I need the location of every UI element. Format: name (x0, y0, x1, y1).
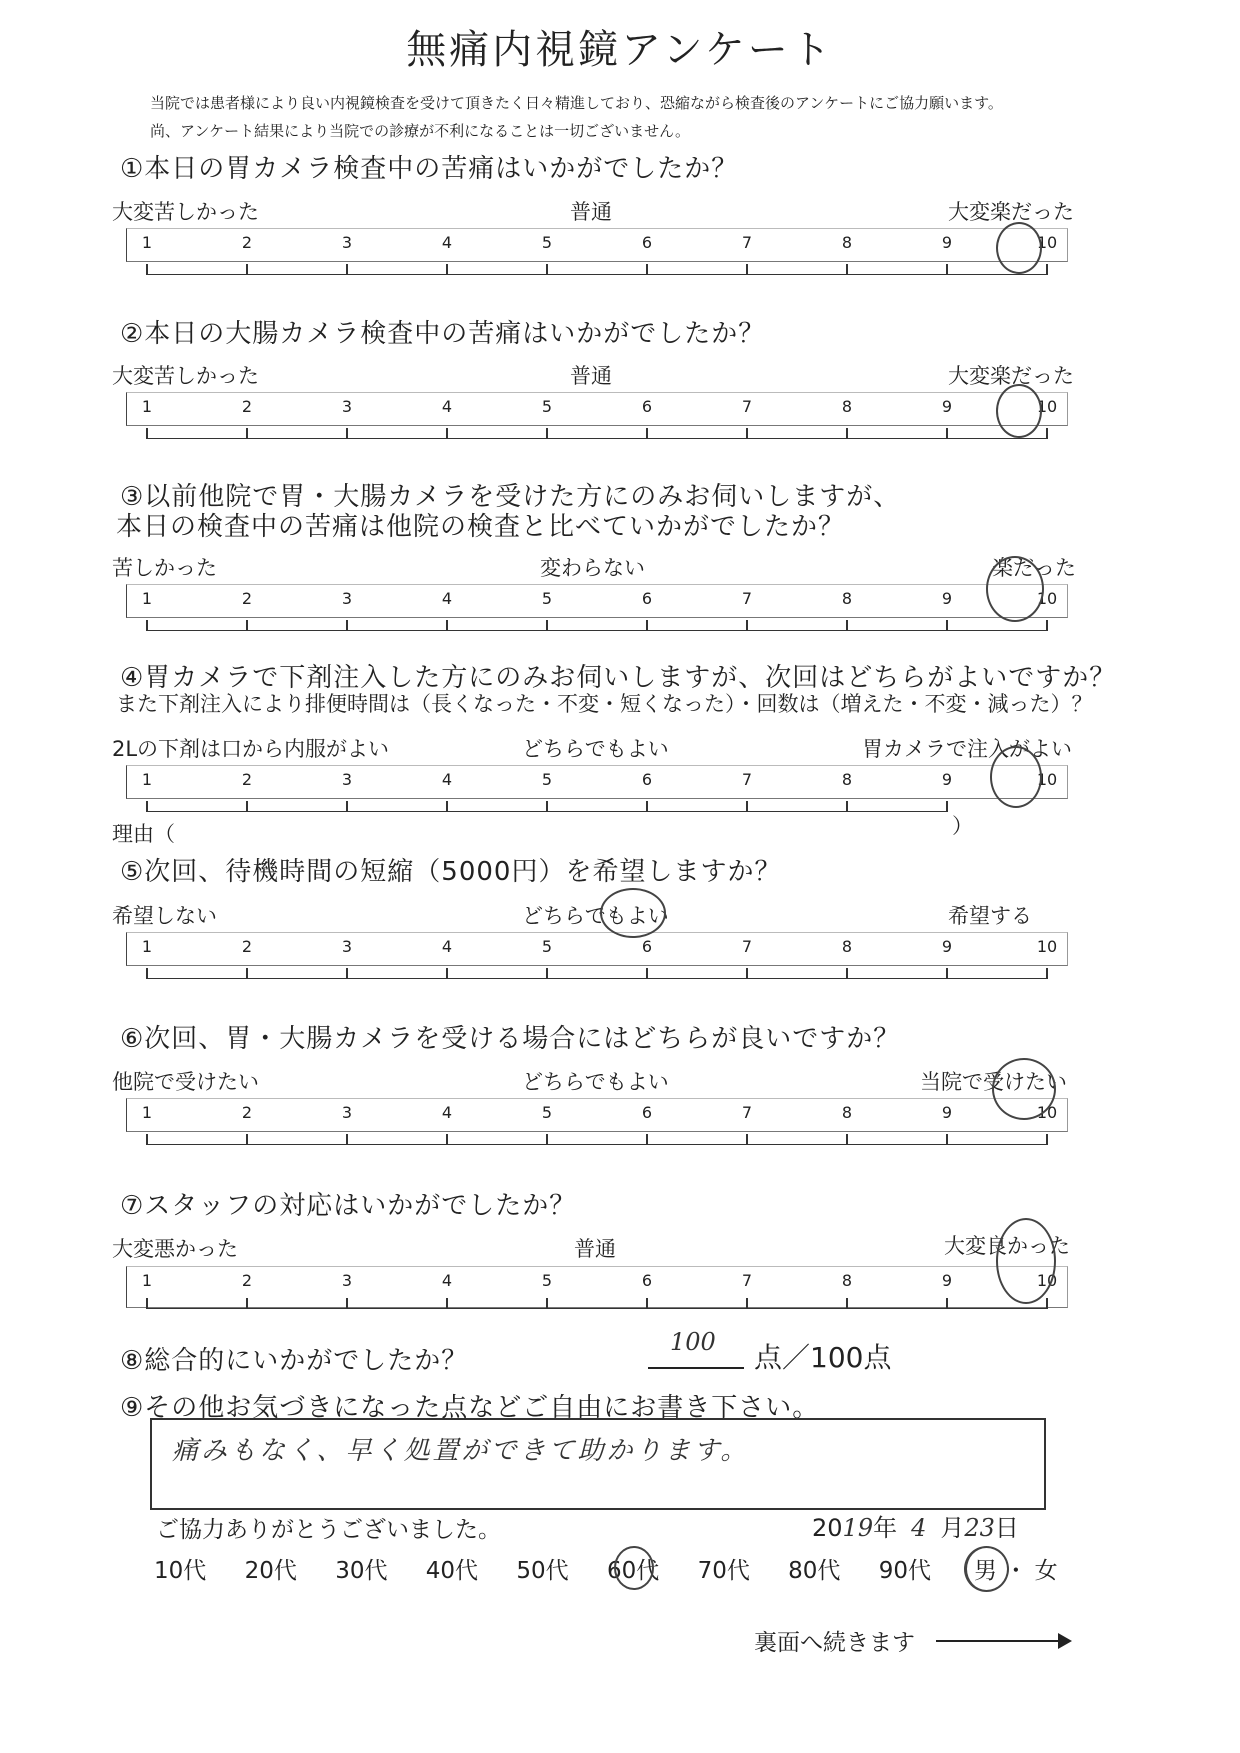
scale-number[interactable]: 5 (541, 1271, 553, 1290)
scale-number[interactable]: 5 (541, 770, 553, 789)
axis-tick (546, 1298, 548, 1309)
scale-number[interactable]: 5 (541, 397, 553, 416)
scale-number[interactable]: 9 (941, 589, 953, 608)
scale-number[interactable]: 7 (741, 1103, 753, 1122)
scale-number[interactable]: 10 (1036, 1271, 1058, 1290)
axis-tick (946, 968, 948, 979)
scale-number[interactable]: 8 (841, 1103, 853, 1122)
axis-tick (1046, 1134, 1048, 1145)
age-option[interactable]: 30代 (335, 1558, 388, 1584)
scale-number[interactable]: 8 (841, 233, 853, 252)
continue-note: 裏面へ続きます (754, 1630, 915, 1656)
q3-axis (146, 618, 1046, 631)
age-option[interactable]: 90代 (878, 1558, 932, 1584)
axis-tick (646, 1298, 648, 1309)
axis-tick (446, 1298, 448, 1309)
q6-answer-circle (992, 1058, 1056, 1120)
scale-number[interactable]: 8 (841, 937, 853, 956)
scale-number[interactable]: 3 (341, 1103, 353, 1122)
scale-number[interactable]: 3 (341, 770, 353, 789)
axis-tick (746, 968, 748, 979)
axis-tick (146, 620, 148, 631)
scale-number[interactable]: 3 (341, 233, 353, 252)
date-field[interactable] (812, 1508, 1019, 1543)
axis-tick (746, 1298, 748, 1309)
axis-tick (246, 1134, 248, 1145)
scale-number[interactable]: 10 (1036, 589, 1058, 608)
q3-mid-label: 変わらない (540, 556, 645, 580)
question-3-line-2: 本日の検査中の苦痛は他院の検査と比べていかがでしたか？ (116, 512, 846, 542)
axis-tick (346, 428, 348, 439)
scale-number[interactable]: 5 (541, 1103, 553, 1122)
scale-number[interactable]: 10 (1036, 937, 1058, 956)
gender-female[interactable]: 女 (1034, 1558, 1058, 1584)
axis-tick (746, 1134, 748, 1145)
q7-left-label: 大変悪かった (112, 1237, 238, 1261)
axis-tick (1046, 620, 1048, 631)
scale-number[interactable]: 6 (641, 1103, 653, 1122)
age-option[interactable]: 50代 (516, 1558, 569, 1584)
axis-tick (846, 620, 848, 631)
scale-number[interactable]: 6 (641, 1271, 653, 1290)
scale-number[interactable]: 6 (641, 770, 653, 789)
q2-answer-circle (996, 384, 1042, 438)
axis-tick (346, 968, 348, 979)
axis-tick (1046, 1298, 1048, 1309)
q6-right-label: 当院で受けたい (920, 1070, 1067, 1094)
scale-number[interactable]: 6 (641, 937, 653, 956)
scale-number[interactable]: 1 (141, 1271, 153, 1290)
question-6: ⑥次回、胃・大腸カメラを受ける場合にはどちらが良いですか？ (120, 1024, 901, 1054)
q4-scale[interactable] (126, 765, 1068, 799)
q2-right-label: 大変楽だった (948, 364, 1074, 388)
intro-line-2: 尚、アンケート結果により当院での診療が不利になることは一切ございません。 (150, 122, 691, 140)
axis-tick (946, 1298, 948, 1309)
axis-tick (846, 428, 848, 439)
age-option[interactable]: 20代 (244, 1558, 297, 1584)
scale-number[interactable]: 9 (941, 1271, 953, 1290)
q7-axis (146, 1296, 1046, 1309)
q4-left-label: 2Lの下剤は口から内服がよい (112, 737, 390, 761)
question-9: ⑨その他お気づきになった点などご自由にお書き下さい。 (120, 1393, 820, 1423)
q2-left-label: 大変苦しかった (112, 364, 259, 388)
scale-number[interactable]: 5 (541, 589, 553, 608)
scale-number[interactable]: 8 (841, 397, 853, 416)
scale-number[interactable]: 3 (341, 589, 353, 608)
date-year: 19 (842, 1514, 874, 1542)
axis-tick (146, 428, 148, 439)
scale-number[interactable]: 2 (241, 937, 253, 956)
q7-right-label: 大変良かった (944, 1234, 1070, 1258)
scale-number[interactable]: 10 (1036, 233, 1058, 252)
axis-tick (146, 968, 148, 979)
scale-number[interactable]: 9 (941, 770, 953, 789)
question-4-line-2: また下剤注入により排便時間は（長くなった・不変・短くなった）・回数は（増えた・不変・減った）？ (116, 692, 1093, 716)
scale-number[interactable]: 7 (741, 233, 753, 252)
q1-left-label: 大変苦しかった (112, 200, 259, 224)
question-5: ⑤次回、待機時間の短縮（5000円）を希望しますか？ (120, 857, 782, 887)
date-year-unit: 年 (873, 1514, 898, 1542)
axis-tick (746, 264, 748, 275)
q3-left-label: 苦しかった (112, 556, 217, 580)
question-8: ⑧総合的にいかがでしたか？ (120, 1346, 469, 1376)
scale-number[interactable]: 10 (1036, 1103, 1058, 1122)
scale-number[interactable]: 2 (241, 1103, 253, 1122)
scale-number[interactable]: 9 (941, 937, 953, 956)
scale-number[interactable]: 8 (841, 589, 853, 608)
scale-number[interactable]: 7 (741, 589, 753, 608)
axis-tick (646, 428, 648, 439)
q4-right-label: 胃カメラで注入がよい (862, 737, 1072, 761)
q5-answer-circle (600, 888, 666, 938)
question-4: ④胃カメラで下剤注入した方にのみお伺いしますが、次回はどちらがよいですか？ (120, 663, 1117, 693)
axis-tick (346, 1134, 348, 1145)
scale-number[interactable]: 1 (141, 233, 153, 252)
age-option-selected[interactable]: 60代 (606, 1558, 660, 1584)
scale-number[interactable]: 1 (141, 770, 153, 789)
scale-number[interactable]: 1 (141, 1103, 153, 1122)
q5-left-label: 希望しない (112, 904, 217, 928)
scale-number[interactable]: 2 (241, 233, 253, 252)
axis-tick (646, 801, 648, 812)
arrow-right-icon (1058, 1633, 1072, 1649)
axis-tick (546, 264, 548, 275)
scale-number[interactable]: 10 (1036, 770, 1058, 789)
page-title: 無痛内視鏡アンケート (406, 27, 834, 73)
scale-number[interactable]: 2 (241, 1271, 253, 1290)
scale-number[interactable]: 10 (1036, 397, 1058, 416)
scale-number[interactable]: 6 (641, 589, 653, 608)
q6-scale[interactable] (126, 1098, 1068, 1132)
scale-number[interactable]: 2 (241, 397, 253, 416)
scale-number[interactable]: 3 (341, 397, 353, 416)
scale-number[interactable]: 4 (441, 233, 453, 252)
axis-tick (146, 1134, 148, 1145)
axis-tick (1046, 264, 1048, 275)
axis-tick (946, 801, 948, 812)
axis-tick (246, 620, 248, 631)
scale-number[interactable]: 4 (441, 1271, 453, 1290)
scale-number[interactable]: 5 (541, 937, 553, 956)
q6-mid-label: どちらでもよい (522, 1070, 669, 1094)
scale-number[interactable]: 9 (941, 397, 953, 416)
q6-left-label: 他院で受けたい (112, 1070, 259, 1094)
scale-number[interactable]: 2 (241, 589, 253, 608)
scale-number[interactable]: 8 (841, 1271, 853, 1290)
axis-tick (546, 968, 548, 979)
q7-mid-label: 普通 (574, 1237, 616, 1261)
question-1: ①本日の胃カメラ検査中の苦痛はいかがでしたか？ (120, 154, 739, 184)
q1-scale[interactable] (126, 228, 1068, 262)
axis-tick (446, 264, 448, 275)
question-3: ③以前他院で胃・大腸カメラを受けた方にのみお伺いしますが、 (120, 482, 901, 512)
axis-tick (346, 620, 348, 631)
q8-score-suffix: 点／100点 (754, 1341, 892, 1374)
axis-tick (446, 1134, 448, 1145)
date-prefix: 20 (812, 1514, 843, 1542)
scale-number[interactable]: 5 (541, 233, 553, 252)
q1-answer-circle (996, 222, 1042, 274)
axis-tick (546, 620, 548, 631)
axis-tick (946, 620, 948, 631)
axis-tick (246, 1298, 248, 1309)
axis-tick (346, 264, 348, 275)
scale-number[interactable]: 3 (341, 1271, 353, 1290)
axis-tick (646, 620, 648, 631)
axis-tick (746, 428, 748, 439)
q1-mid-label: 普通 (570, 200, 612, 224)
axis-tick (346, 1298, 348, 1309)
scale-number[interactable]: 6 (641, 397, 653, 416)
question-7: ⑦スタッフの対応はいかがでしたか？ (120, 1191, 577, 1221)
age-options[interactable] (154, 1552, 931, 1585)
q4-answer-circle (990, 746, 1042, 808)
age-option[interactable]: 40代 (425, 1558, 479, 1584)
q2-mid-label: 普通 (570, 364, 612, 388)
axis-tick (846, 1298, 848, 1309)
q6-axis (146, 1132, 1046, 1145)
scale-number[interactable]: 4 (441, 589, 453, 608)
scale-number[interactable]: 9 (941, 233, 953, 252)
axis-tick (346, 801, 348, 812)
scale-number[interactable]: 7 (741, 937, 753, 956)
gender-male[interactable]: 男 (974, 1558, 997, 1584)
gender-selected-circle (964, 1546, 1009, 1592)
axis-tick (546, 801, 548, 812)
scale-number[interactable]: 4 (441, 770, 453, 789)
q2-axis (146, 426, 1046, 439)
q2-scale[interactable] (126, 392, 1068, 426)
axis-tick (246, 264, 248, 275)
scale-number[interactable]: 2 (241, 770, 253, 789)
axis-tick (646, 1134, 648, 1145)
q4-reason-label: 理由（ (112, 822, 175, 846)
scale-number[interactable]: 9 (941, 1103, 953, 1122)
scale-number[interactable]: 7 (741, 1271, 753, 1290)
axis-tick (446, 428, 448, 439)
axis-tick (1046, 968, 1048, 979)
scale-number[interactable]: 7 (741, 770, 753, 789)
scale-number[interactable]: 7 (741, 397, 753, 416)
age-option[interactable]: 70代 (697, 1558, 750, 1584)
q4-mid-label: どちらでもよい (522, 737, 669, 761)
axis-tick (546, 428, 548, 439)
q3-scale[interactable] (126, 584, 1068, 618)
axis-tick (146, 1298, 148, 1309)
q5-axis (146, 966, 1046, 979)
age-option[interactable]: 10代 (154, 1558, 207, 1584)
q1-right-label: 大変楽だった (948, 200, 1074, 224)
axis-tick (246, 428, 248, 439)
axis-tick (846, 968, 848, 979)
scale-number[interactable]: 4 (441, 1103, 453, 1122)
axis-tick (546, 1134, 548, 1145)
q3-right-label: 楽だった (992, 556, 1076, 580)
q1-axis (146, 262, 1046, 275)
axis-tick (246, 968, 248, 979)
axis-tick (446, 801, 448, 812)
scale-number[interactable]: 4 (441, 397, 453, 416)
q5-mid-label: どちらでもよい (522, 904, 669, 928)
axis-tick (446, 620, 448, 631)
axis-tick (246, 801, 248, 812)
gender-separator: ・ (1004, 1558, 1028, 1584)
axis-tick (846, 264, 848, 275)
axis-tick (1046, 428, 1048, 439)
axis-tick (946, 264, 948, 275)
q4-reason-close: ） (952, 814, 973, 838)
axis-tick (746, 801, 748, 812)
age-selected-circle (614, 1546, 654, 1590)
q8-score[interactable]: 100 (670, 1328, 716, 1356)
date-month: 4 (911, 1514, 927, 1542)
question-2: ②本日の大腸カメラ検査中の苦痛はいかがでしたか？ (120, 319, 766, 349)
scale-number[interactable]: 3 (341, 937, 353, 956)
comment-text: 痛みもなく、早く処置ができて助かります。 (172, 1436, 750, 1466)
age-option[interactable]: 80代 (788, 1558, 841, 1584)
scale-number[interactable]: 1 (141, 397, 153, 416)
axis-tick (946, 428, 948, 439)
q3-answer-circle (986, 556, 1044, 622)
date-day-unit: 日 (994, 1514, 1019, 1542)
q5-right-label: 希望する (948, 904, 1032, 928)
axis-tick (646, 264, 648, 275)
axis-tick (446, 968, 448, 979)
date-day: 23 (964, 1514, 995, 1542)
scale-number[interactable]: 1 (141, 937, 153, 956)
axis-tick (646, 968, 648, 979)
scale-number[interactable]: 8 (841, 770, 853, 789)
scale-number[interactable]: 1 (141, 589, 153, 608)
axis-tick (946, 1134, 948, 1145)
axis-tick (146, 801, 148, 812)
intro-line-1: 当院では患者様により良い内視鏡検査を受けて頂きたく日々精進しており、恐縮ながら検査後のアンケートにご協力願います。 (150, 94, 1003, 112)
q4-axis (146, 799, 946, 812)
date-month-unit: 月 (940, 1514, 965, 1542)
q8-score-underline (648, 1367, 744, 1369)
axis-tick (846, 1134, 848, 1145)
q7-answer-circle (996, 1218, 1056, 1304)
thanks-text: ご協力ありがとうございました。 (156, 1517, 501, 1543)
scale-number[interactable]: 6 (641, 233, 653, 252)
continue-arrow-line (936, 1640, 1062, 1642)
q5-scale[interactable] (126, 932, 1068, 966)
axis-tick (746, 620, 748, 631)
axis-tick (846, 801, 848, 812)
axis-tick (146, 264, 148, 275)
scale-number[interactable]: 4 (441, 937, 453, 956)
